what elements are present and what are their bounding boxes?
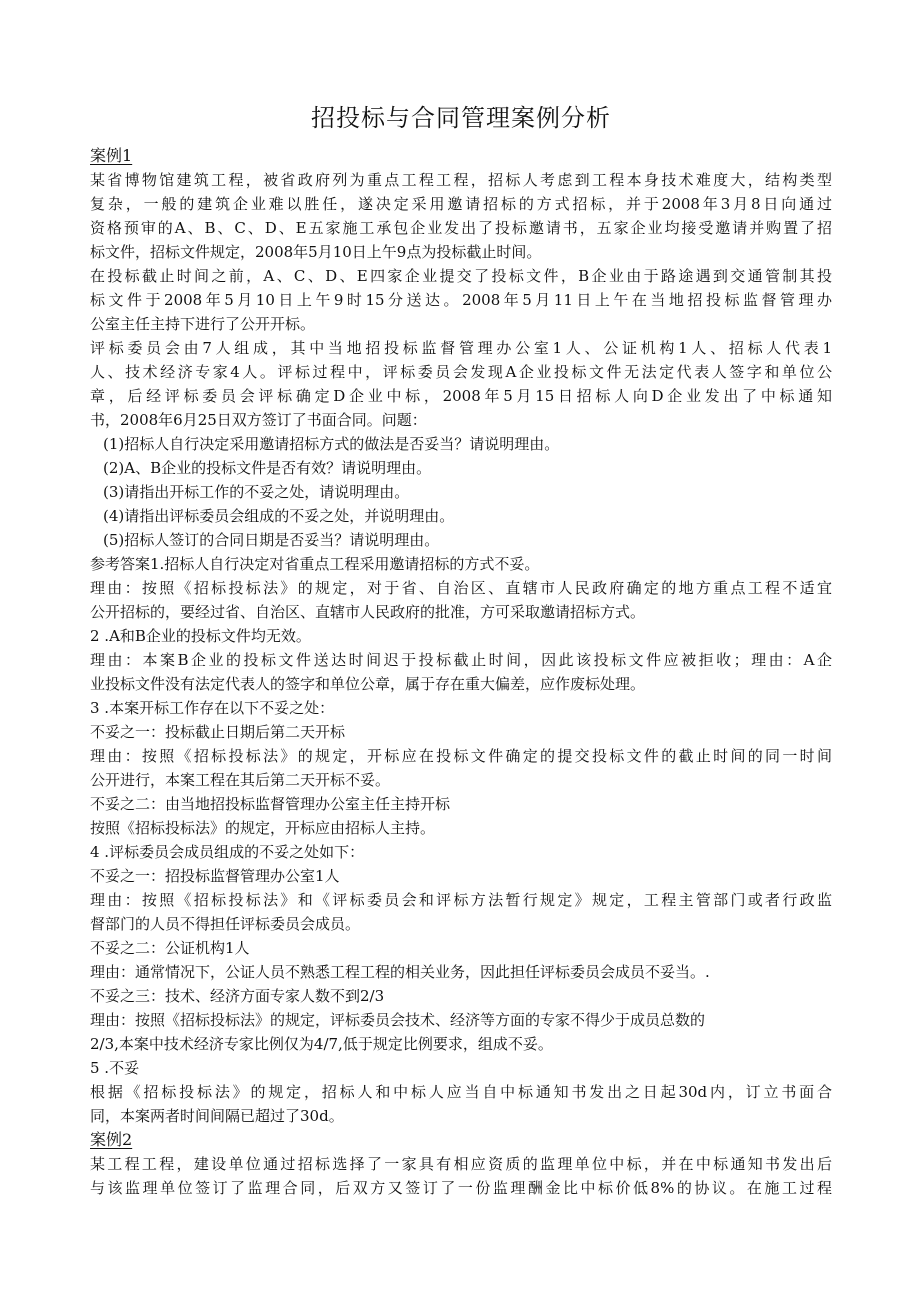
text-line: 理由：按照《招标投标法》的规定，评标委员会技术、经济等方面的专家不得少于成员总数的 [90, 1011, 706, 1029]
document-title: 招投标与合同管理案例分析 [311, 104, 611, 132]
text-line: 与该监理单位签订了监理合同，后双方又签订了一份监理酬金比中标价低8%的协议。在施工过程 [90, 1179, 832, 1197]
text-line: 在投标截止时间之前，A、C、D、E四家企业提交了投标文件，B企业由于路途遇到交通管制其投 [90, 267, 832, 285]
document-body [90, 144, 832, 1200]
text-line: (3)请指出开标工作的不妥之处，请说明理由。 [103, 483, 410, 501]
text-line: 理由：按照《招标投标法》和《评标委员会和评标方法暂行规定》规定，工程主管部门或者行政监 [90, 891, 832, 909]
text-line: 公开进行，本案工程在其后第二天开标不妥。 [90, 771, 391, 789]
document-page [90, 0, 832, 1200]
text-line: 标文件于2008年5月10日上午9时15分送达。2008年5月11日上午在当地招投标监督管理办 [90, 291, 832, 309]
text-line: 人、技术经济专家4人。评标过程中，评标委员会发现A企业投标文件无法定代表人签字和单位公 [90, 363, 832, 381]
text-line: 不妥之二：公证机构1人 [90, 939, 250, 957]
text-line: 按照《招标投标法》的规定，开标应由招标人主持。 [90, 819, 436, 837]
text-line: 章，后经评标委员会评标确定D企业中标，2008年5月15日招标人向D企业发出了中标通知 [90, 387, 832, 405]
text-line: 某工程工程，建设单位通过招标选择了一家具有相应资质的监理单位中标，并在中标通知书发出后 [90, 1155, 832, 1173]
text-line: 5 .不妥 [90, 1059, 140, 1077]
text-line: 2 .A和B企业的投标文件均无效。 [90, 627, 311, 645]
text-line: 2/3,本案中技术经济专家比例仅为4/7,低于规定比例要求，组成不妥。 [90, 1035, 553, 1053]
text-line: 3 .本案开标工作存在以下不妥之处： [90, 699, 335, 717]
text-line: 不妥之一：招投标监督管理办公室1人 [90, 867, 340, 885]
text-line: 不妥之三：技术、经济方面专家人数不到2/3 [90, 987, 385, 1005]
case-heading: 案例1 [90, 146, 133, 165]
text-line: 根据《招标投标法》的规定，招标人和中标人应当自中标通知书发出之日起30d内，订立书面合 [90, 1083, 832, 1101]
text-line: 某省博物馆建筑工程，被省政府列为重点工程工程，招标人考虑到工程本身技术难度大，结构类型 [90, 171, 832, 189]
text-line: 理由：按照《招标投标法》的规定，开标应在投标文件确定的提交投标文件的截止时间的同一时间 [90, 747, 832, 765]
text-line: (4)请指出评标委员会组成的不妥之处，并说明理由。 [103, 507, 455, 525]
text-line: 公开招标的，要经过省、自治区、直辖市人民政府的批准，方可采取邀请招标方式。 [90, 603, 646, 621]
text-line: (1)招标人自行决定采用邀请招标方式的做法是否妥当？请说明理由。 [103, 435, 560, 453]
text-line: 复杂，一般的建筑企业难以胜任，遂决定采用邀请招标的方式招标，并于2008年3月8日向通过 [90, 195, 832, 213]
text-line: 资格预审的A、B、C、D、E五家施工承包企业发出了投标邀请书，五家企业均接受邀请并购置了招 [90, 219, 832, 237]
text-line: 标文件，招标文件规定，2008年5月10日上午9点为投标截止时间。 [90, 243, 542, 261]
text-line: 业投标文件没有法定代表人的签字和单位公章，属于存在重大偏差，应作废标处理。 [90, 675, 646, 693]
text-line: 不妥之一：投标截止日期后第二天开标 [90, 723, 346, 741]
text-line: (2)A、B企业的投标文件是否有效？请说明理由。 [103, 459, 432, 477]
text-line: 督部门的人员不得担任评标委员会成员。 [90, 915, 361, 933]
text-line: (5)招标人签订的合同日期是否妥当？请说明理由。 [103, 531, 440, 549]
text-line: 评标委员会由7人组成，其中当地招投标监督管理办公室1人、公证机构1人、招标人代表1 [90, 339, 832, 357]
case-heading: 案例2 [90, 1130, 133, 1149]
text-line: 理由：通常情况下，公证人员不熟悉工程工程的相关业务，因此担任评标委员会成员不妥当。. [90, 963, 710, 981]
text-line: 公室主任主持下进行了公开开标。 [90, 315, 316, 333]
text-line: 理由：按照《招标投标法》的规定，对于省、自治区、直辖市人民政府确定的地方重点工程不适宜 [90, 579, 832, 597]
text-line: 书，2008年6月25日双方签订了书面合同。问题： [90, 411, 427, 429]
text-line: 参考答案1.招标人自行决定对省重点工程采用邀请招标的方式不妥。 [90, 555, 540, 573]
text-line: 同，本案两者时间间隔已超过了30d。 [90, 1107, 344, 1125]
text-line: 4 .评标委员会成员组成的不妥之处如下： [90, 843, 365, 861]
text-line: 不妥之二：由当地招投标监督管理办公室主任主持开标 [90, 795, 451, 813]
text-line: 理由：本案B企业的投标文件送达时间迟于投标截止时间，因此该投标文件应被拒收；理由：A企 [90, 651, 832, 669]
